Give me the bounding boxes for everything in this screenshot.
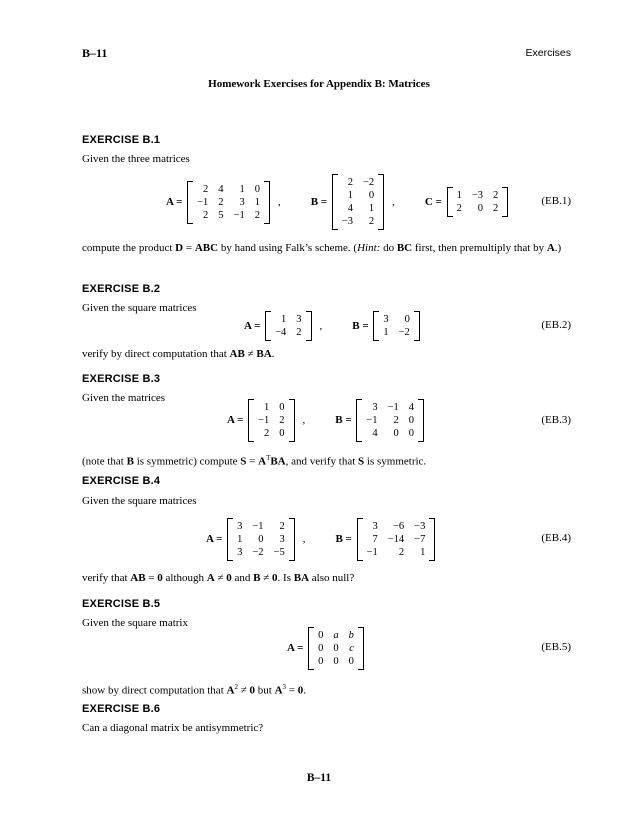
- matrix-cell: 3: [237, 520, 243, 532]
- matrix-cell: −14: [387, 533, 405, 545]
- exercise-text-b5: show by direct computation that $A^2 \ne 0$ but $A^3 = 0$.: [82, 683, 306, 697]
- exercise-text-b2: verify by direct computation that AB ≠ BA.: [82, 348, 275, 360]
- matrix-cell: −7: [414, 533, 426, 545]
- matrix-cell: −1: [366, 414, 378, 426]
- matrix-cell: 4: [347, 203, 353, 214]
- matrix-cell: −1: [252, 520, 264, 532]
- right-bracket: [289, 399, 295, 442]
- equation-number-eb5: (EB.5): [541, 641, 571, 653]
- matrix-cell: −3: [414, 520, 426, 532]
- matrix: [332, 174, 384, 230]
- matrix-cell: 0: [254, 183, 260, 195]
- matrix-cell: −2: [252, 546, 264, 558]
- matrix-cell: 7: [372, 533, 378, 545]
- equation-eb4: [206, 518, 437, 560]
- exercise-heading-b5: EXERCISE B.5: [82, 598, 161, 610]
- right-bracket: [358, 627, 364, 670]
- matrix-cell: −5: [273, 546, 285, 558]
- matrix-cell: 0: [279, 427, 285, 439]
- matrix-cell: 2: [368, 216, 375, 227]
- matrix-cell: 0: [333, 655, 339, 667]
- matrix-cell: 1: [368, 203, 375, 214]
- matrix-cell: 0: [368, 190, 375, 201]
- matrix-cell: 1: [347, 190, 353, 201]
- matrix-cell: 0: [348, 655, 354, 667]
- matrix-cell: 3: [237, 546, 243, 558]
- matrix-cell: 1: [254, 196, 260, 208]
- matrix-cell: 0: [477, 203, 484, 214]
- equation-eb3: [227, 399, 426, 441]
- matrix-cell: 3: [372, 401, 378, 413]
- exercise-heading-b4: EXERCISE B.4: [82, 475, 161, 487]
- matrix-cell: 4: [372, 427, 378, 439]
- equation-eb5: [287, 627, 366, 669]
- matrix-cell: 5: [218, 209, 224, 221]
- exercise-intro-b1: Given the three matrices: [82, 153, 190, 165]
- exercise-intro-b4: Given the square matrices: [82, 495, 197, 507]
- matrix: [447, 187, 509, 217]
- matrix-label: A =: [244, 320, 264, 332]
- right-bracket: [418, 399, 424, 442]
- matrix-cell: 0: [318, 629, 324, 641]
- matrix-cell: 0: [258, 533, 264, 545]
- matrix-cell: 1: [264, 401, 270, 413]
- page-title: Homework Exercises for Appendix B: Matrices: [208, 78, 430, 90]
- matrix-label: A =: [227, 414, 247, 426]
- matrix-separator: ,: [319, 320, 323, 332]
- matrix-separator: ,: [302, 533, 306, 545]
- matrix-cell: b: [348, 629, 354, 641]
- equation-number-eb2: (EB.2): [541, 319, 571, 331]
- matrix-cell: 0: [333, 642, 339, 654]
- matrix-cell: 0: [408, 427, 414, 439]
- matrix-cell: 0: [393, 427, 399, 439]
- matrix-cell: 2: [296, 327, 302, 338]
- matrix-cell: −1: [233, 209, 245, 221]
- matrix-cell: −4: [275, 327, 287, 338]
- exercise-intro-b5: Given the square matrix: [82, 617, 188, 629]
- matrix-cell: a: [333, 629, 339, 641]
- matrix-cell: 2: [347, 177, 353, 188]
- page-number-header: B–11: [82, 46, 108, 60]
- matrix-cell: 3: [239, 196, 245, 208]
- matrix-separator: ,: [302, 414, 306, 426]
- matrix-cell: −1: [258, 414, 270, 426]
- matrix-cell: 2: [456, 203, 462, 214]
- matrix-cell: 3: [279, 533, 285, 545]
- right-bracket: [429, 518, 435, 561]
- matrix-cell: 1: [420, 546, 426, 558]
- matrix-separator: ,: [277, 196, 281, 208]
- matrix-cell: −1: [366, 546, 378, 558]
- section-title-header: Exercises: [525, 47, 571, 59]
- matrix-cell: 1: [281, 314, 287, 325]
- matrix-cell: 2: [218, 196, 224, 208]
- matrix-cell: 2: [493, 190, 499, 201]
- matrix: [308, 627, 364, 670]
- matrix-separator: ,: [392, 196, 395, 208]
- matrix-cell: 0: [318, 642, 324, 654]
- matrix-cell: 0: [404, 314, 410, 325]
- right-bracket: [414, 311, 420, 341]
- equation-eb2: [244, 311, 422, 341]
- matrix-cell: 2: [203, 183, 209, 195]
- matrix-cell: 3: [383, 314, 389, 325]
- matrix-cell: −6: [392, 520, 405, 532]
- matrix-cell: 3: [296, 314, 302, 325]
- matrix: [265, 311, 311, 341]
- matrix-cell: 2: [264, 427, 270, 439]
- matrix-label: B =: [352, 320, 372, 332]
- matrix-label: B =: [335, 414, 355, 426]
- matrix-cell: 4: [408, 401, 414, 413]
- matrix-label: A =: [206, 533, 226, 545]
- right-bracket: [306, 311, 312, 341]
- matrix-cell: 2: [279, 414, 285, 426]
- matrix: [357, 518, 436, 561]
- matrix-cell: 0: [318, 655, 324, 667]
- matrix-cell: −3: [471, 190, 484, 201]
- matrix-cell: 1: [383, 327, 389, 338]
- right-bracket: [502, 187, 508, 217]
- matrix: [373, 311, 419, 341]
- equation-eb1: [166, 174, 510, 230]
- matrix-cell: 2: [493, 203, 499, 214]
- equation-number-eb3: (EB.3): [541, 414, 571, 426]
- exercise-text-b4: verify that AB = 0 although A ≠ 0 and B ≠ 0. Is BA also null?: [82, 572, 355, 584]
- exercise-intro-b2: Given the square matrices: [82, 302, 197, 314]
- matrix-cell: −2: [362, 177, 375, 188]
- equation-number-eb1: (EB.1): [541, 195, 571, 207]
- exercise-heading-b1: EXERCISE B.1: [82, 134, 161, 146]
- matrix-cell: 2: [254, 209, 260, 221]
- right-bracket: [289, 518, 295, 561]
- matrix-label: C =: [424, 196, 445, 208]
- matrix-cell: 1: [239, 183, 245, 195]
- matrix-cell: 0: [408, 414, 414, 426]
- matrix-cell: c: [349, 642, 354, 654]
- matrix: [227, 518, 295, 561]
- exercise-intro-b3: Given the matrices: [82, 392, 166, 404]
- matrix-cell: 2: [398, 546, 405, 558]
- matrix-label: B =: [310, 196, 330, 208]
- matrix-label: B =: [335, 533, 355, 545]
- matrix: [248, 399, 294, 442]
- exercise-heading-b6: EXERCISE B.6: [82, 703, 161, 715]
- matrix-cell: 1: [237, 533, 243, 545]
- matrix-cell: −3: [341, 216, 353, 227]
- exercise-text-b6: Can a diagonal matrix be antisymmetric?: [82, 722, 264, 734]
- matrix: [187, 181, 270, 224]
- exercise-heading-b2: EXERCISE B.2: [82, 283, 161, 295]
- matrix-label: A =: [287, 642, 307, 654]
- matrix-label: A =: [166, 196, 186, 208]
- matrix-cell: 2: [279, 520, 285, 532]
- page-number-footer: B–11: [306, 772, 332, 784]
- equation-number-eb4: (EB.4): [541, 532, 571, 544]
- exercise-heading-b3: EXERCISE B.3: [82, 373, 161, 385]
- right-bracket: [378, 174, 384, 230]
- matrix-cell: −1: [387, 401, 399, 413]
- matrix-cell: 1: [456, 190, 462, 201]
- matrix-cell: 4: [218, 183, 224, 195]
- matrix-cell: −1: [197, 196, 209, 208]
- exercise-text-b1: compute the product D = ABC by hand using Falk’s scheme. (Hint: do BC first, then premultiply that by A.): [82, 242, 562, 254]
- matrix-cell: 2: [393, 414, 399, 426]
- right-bracket: [264, 181, 270, 224]
- matrix: [356, 399, 424, 442]
- exercise-text-b3: (note that B is symmetric) compute $S = A^TBA$, and verify that S is symmetric.: [82, 454, 427, 468]
- matrix-cell: 2: [203, 209, 209, 221]
- matrix-cell: 3: [372, 520, 378, 532]
- matrix-cell: −2: [398, 327, 410, 338]
- matrix-cell: 0: [279, 401, 285, 413]
